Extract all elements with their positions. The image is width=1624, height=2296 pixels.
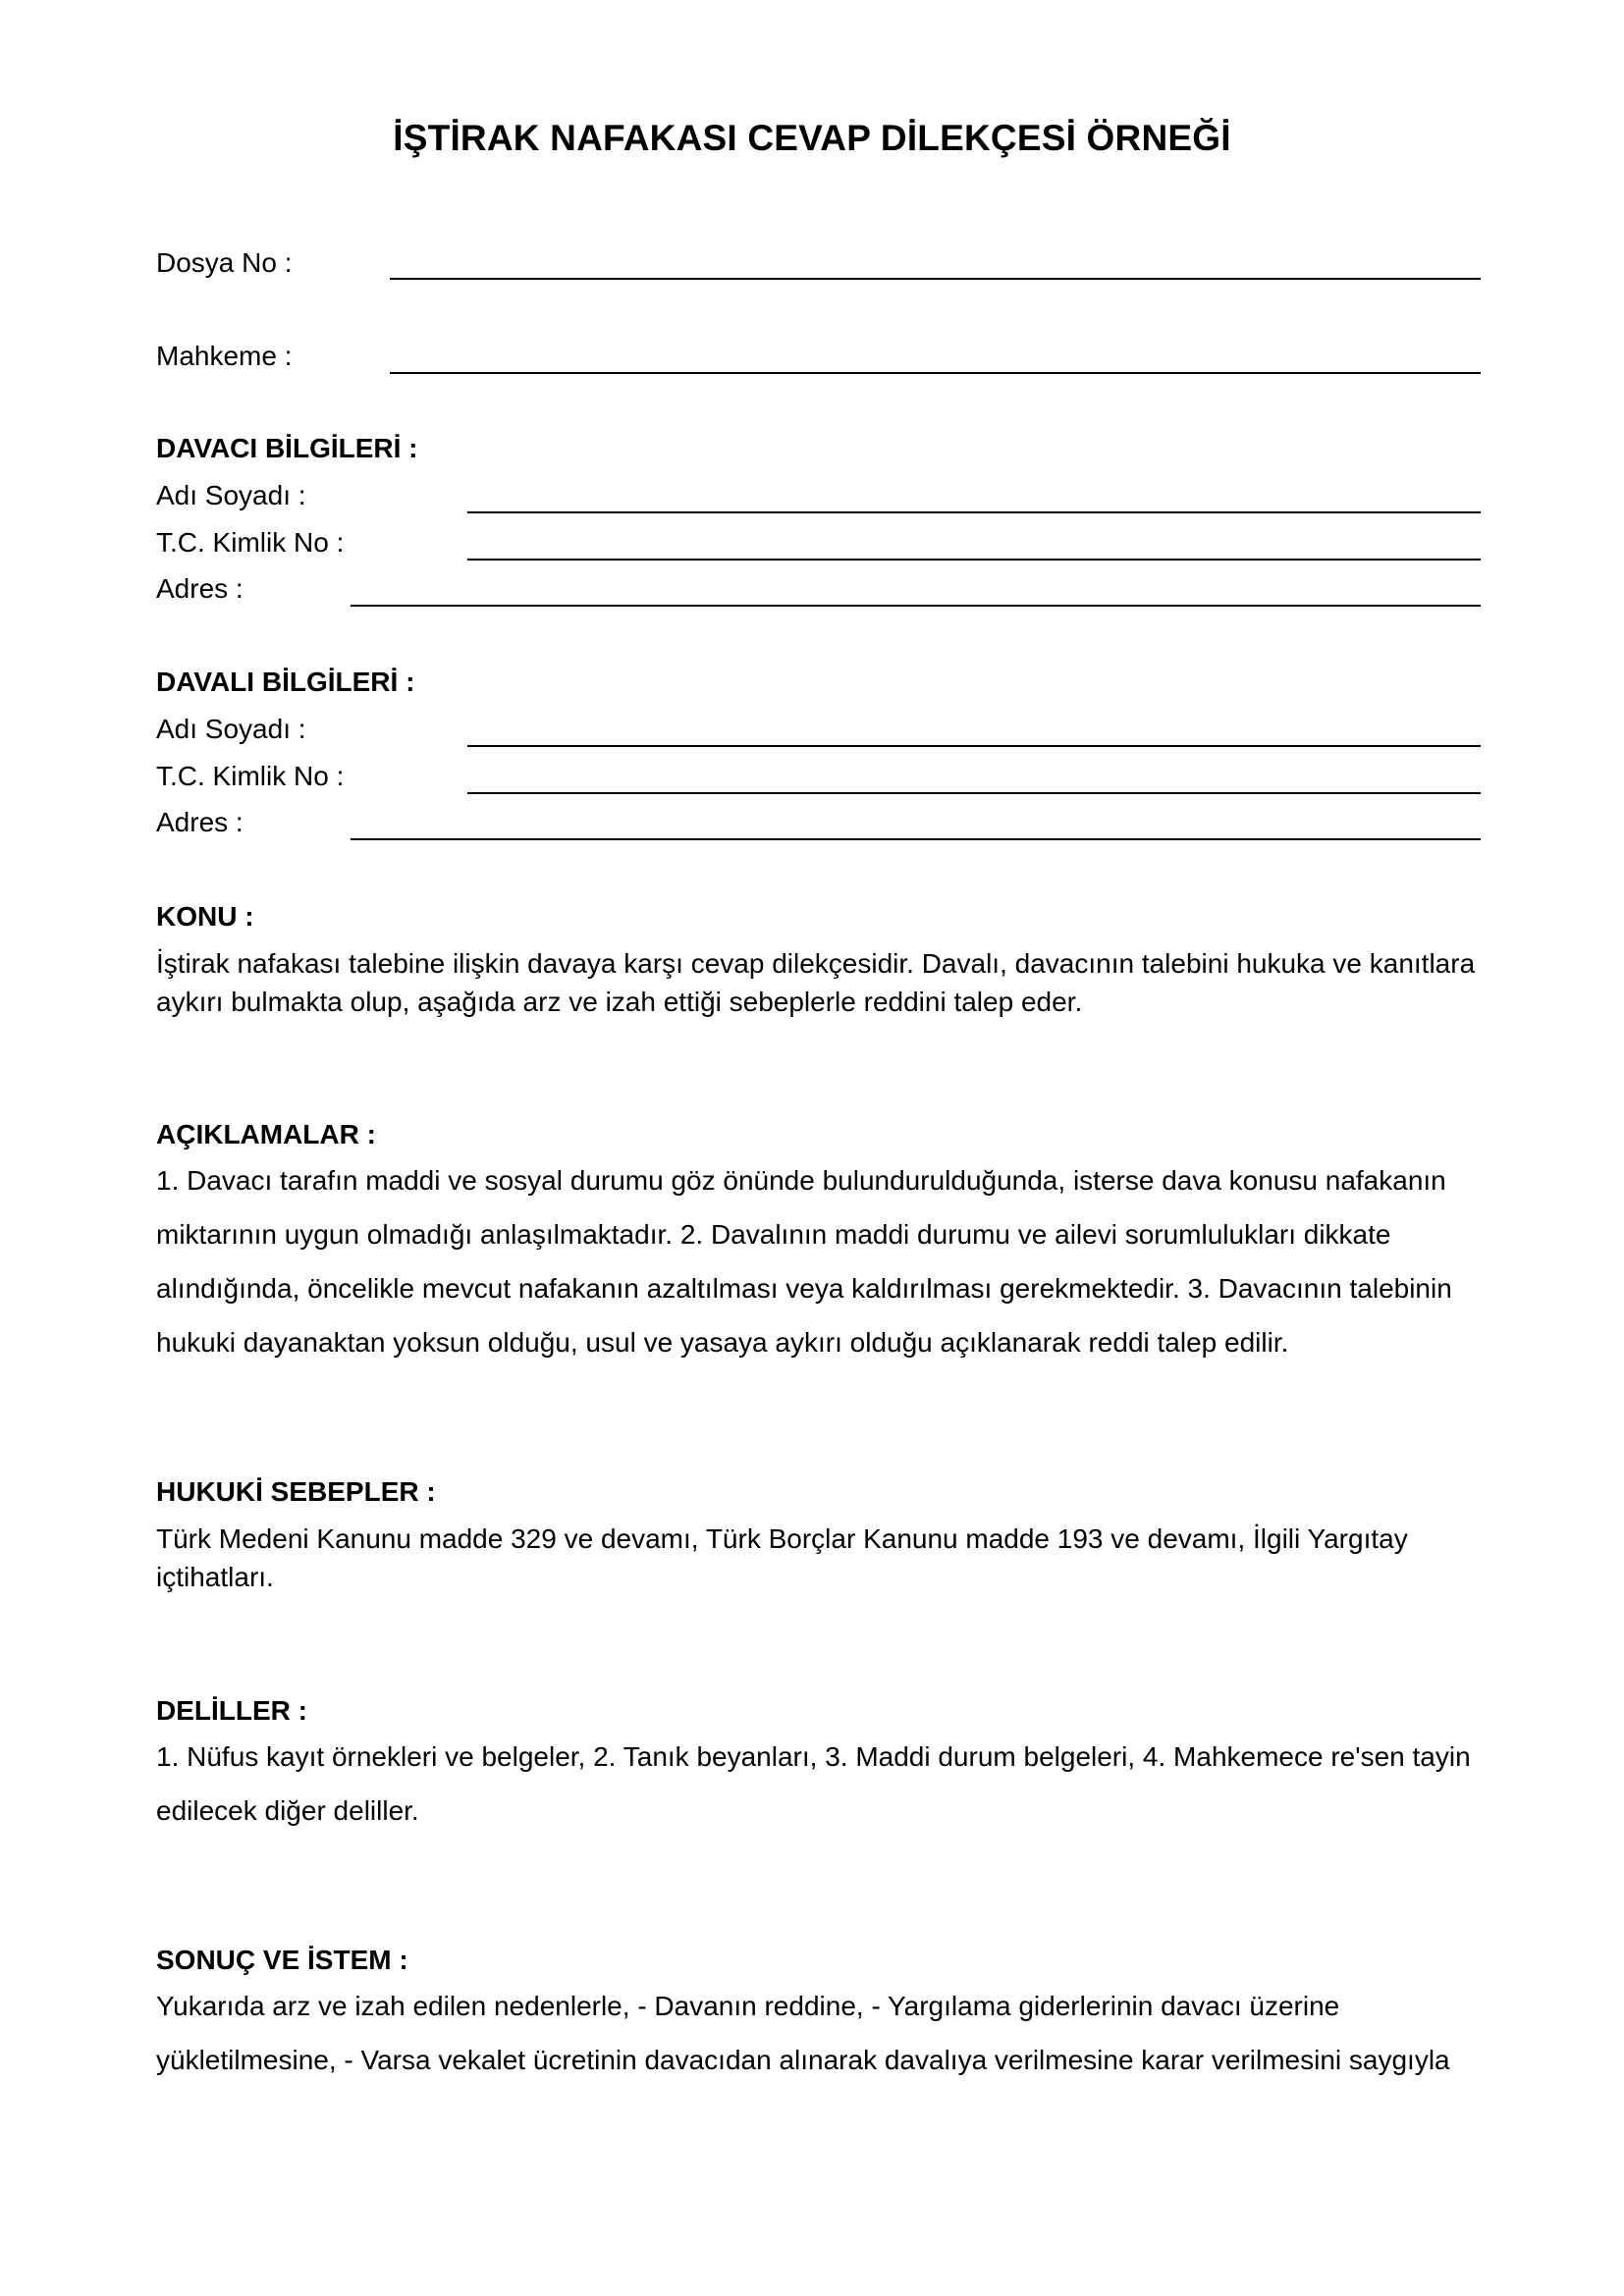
davali-tc-kimlik-fill-line[interactable] [467,792,1481,794]
davali-adres-label: Adres : [156,807,244,837]
davaci-tc-kimlik-fill-line[interactable] [467,559,1481,561]
davaci-adres-fill-line[interactable] [351,605,1481,607]
sonuc-heading: SONUÇ VE İSTEM : [156,1945,408,1975]
davali-adres-fill-line[interactable] [351,838,1481,840]
konu-heading: KONU : [156,901,254,932]
konu-text: İştirak nafakası talebine ilişkin davaya karşı cevap dilekçesidir. Davalı, davacının talebini hukuka ve kanıtlara aykırı bulmakta olup, aşağıda arz ve izah ettiği sebeplerle reddini talep eder. [156,948,1476,1017]
deliller-heading: DELİLLER : [156,1695,307,1726]
davali-adi-soyadi-fill-line[interactable] [467,745,1481,747]
mahkeme-fill-line[interactable] [390,372,1481,374]
sonuc-text: Yukarıda arz ve izah edilen nedenlerle, - Davanın reddine, - Yargılama giderlerinin davacı üzerine yükletilmesine, - Varsa vekalet ücretinin davacıdan alınarak davalıya verilmesine karar verilmesini saygıyla [156,1991,1450,2075]
davaci-heading: DAVACI BİLGİLERİ : [156,433,418,463]
davaci-adi-soyadi-label: Adı Soyadı : [156,480,306,510]
dosya-no-label: Dosya No : [156,247,293,278]
mahkeme-label: Mahkeme : [156,341,293,371]
davaci-adi-soyadi-fill-line[interactable] [467,511,1481,513]
dosya-no-fill-line[interactable] [390,278,1481,280]
hukuki-sebepler-text: Türk Medeni Kanunu madde 329 ve devamı, Türk Borçlar Kanunu madde 193 ve devamı, İlgili Yargıtay içtihatları. [156,1523,1408,1592]
deliller-text: 1. Nüfus kayıt örnekleri ve belgeler, 2. Tanık beyanları, 3. Maddi durum belgeleri, 4. Mahkemece re'sen tayin edilecek diğer deliller. [156,1741,1471,1826]
aciklamalar-text: 1. Davacı tarafın maddi ve sosyal durumu göz önünde bulundurulduğunda, isterse dava konusu nafakanın miktarının uygun olmadığı anlaşılmaktadır. 2. Davalının maddi durumu ve ailevi sorumlulukları dikkate alındığında, öncelikle mevcut nafakanın azaltılması veya kaldırılması gerekmektedir. 3. Davacının talebinin hukuki dayanaktan yoksun olduğu, usul ve yasaya aykırı olduğu açıklanarak reddi talep edilir. [156,1165,1452,1358]
davali-tc-kimlik-label: T.C. Kimlik No : [156,761,345,791]
hukuki-sebepler-heading: HUKUKİ SEBEPLER : [156,1476,436,1507]
davali-heading: DAVALI BİLGİLERİ : [156,667,415,697]
davali-adi-soyadi-label: Adı Soyadı : [156,714,306,744]
document-title: İŞTİRAK NAFAKASI CEVAP DİLEKÇESİ ÖRNEĞİ [393,118,1231,158]
davaci-tc-kimlik-label: T.C. Kimlik No : [156,527,345,558]
davaci-adres-label: Adres : [156,573,244,604]
aciklamalar-heading: AÇIKLAMALAR : [156,1119,376,1149]
